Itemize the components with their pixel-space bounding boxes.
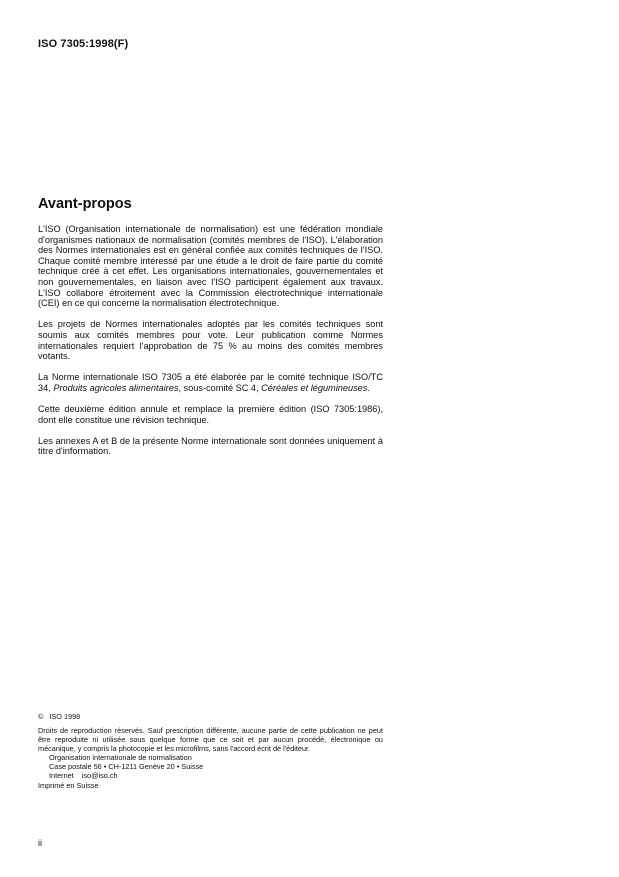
- paragraph-committee: [38, 372, 383, 393]
- foreword-section: [38, 194, 383, 468]
- rights-notice: Droits de reproduction réservés. Sauf prescription différente, aucune partie de cette publication ne peut être reproduite ni utilisée sous quelque forme que ce soit et par aucun procédé, électronique ou mécanique, y compris la photocopie et les microfilms, sans l'accord écrit de l'éditeur.: [38, 726, 383, 753]
- committee-name: Produits agricoles alimentaires: [53, 382, 179, 393]
- committee-text-3: .: [367, 382, 370, 393]
- paragraph-annexes: Les annexes A et B de la présente Norme internationale sont données uniquement à titre d'information.: [38, 435, 383, 457]
- paragraph-voting: Les projets de Normes internationales adoptés par les comités techniques sont soumis aux comités membres pour vote. Leur publication comme Normes internationales requiert l'approbation de 75 % au moins des comités membres votants.: [38, 319, 383, 362]
- internet-line: [38, 771, 383, 780]
- email-address: iso@iso.ch: [81, 771, 118, 780]
- copyright-line: [38, 712, 383, 721]
- paragraph-iso-intro: L'ISO (Organisation internationale de normalisation) est une fédération mondiale d'organismes nationaux de normalisation (comités membres de l'ISO). L'élaboration des Normes internationales est en général confiée aux comités techniques de l'ISO. Chaque comité membre intéressé par une étude a le droit de faire partie du comité technique créé à cet effet. Les organisations internationales, gouvernementales et non gouvernementales, en liaison avec l'ISO participent également aux travaux. L'ISO collabore étroitement avec la Commission électrotechnique internationale (CEI) en ce qui concerne la normalisation électrotechnique.: [38, 224, 383, 309]
- document-id: ISO 7305:1998(F): [38, 38, 129, 50]
- organization-name: Organisation internationale de normalisation: [49, 753, 192, 762]
- internet-label: Internet: [49, 771, 74, 780]
- committee-text-1: La Norme internationale ISO 7305 a été élaborée par le comité technique ISO/TC 34,: [38, 372, 383, 393]
- page-title: Avant-propos: [38, 196, 132, 212]
- copyright-symbol: ©: [38, 712, 44, 721]
- copyright-footer: [38, 712, 383, 790]
- copyright-text: ISO 1998: [49, 712, 81, 721]
- printed-in: Imprimé en Suisse: [38, 781, 99, 790]
- committee-text-2: , sous-comité SC 4,: [178, 382, 262, 393]
- page-number: ii: [38, 838, 42, 848]
- postal-address: Case postale 56 • CH-1211 Genève 20 • Suisse: [49, 762, 204, 771]
- subcommittee-name: Céréales et légumineuses: [261, 382, 368, 393]
- paragraph-edition: Cette deuxième édition annule et remplace la première édition (ISO 7305:1986), dont elle constitue une révision technique.: [38, 404, 383, 425]
